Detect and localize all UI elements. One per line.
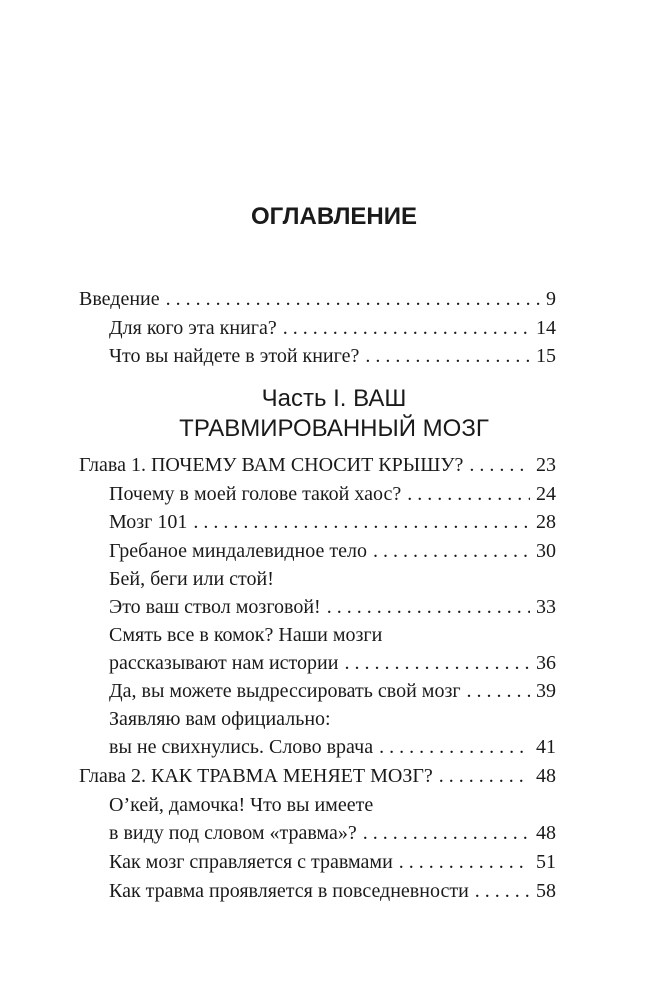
toc-page-number: 36 [536,652,556,674]
dot-leader [475,877,530,905]
toc-entry[interactable] [109,819,556,847]
dot-leader [407,480,530,508]
toc-entry-title-line1: Смять все в комок? Наши мозги [109,624,383,646]
toc-entry-chapter-2[interactable] [79,762,556,790]
dot-leader [365,342,530,370]
toc-page-number: 58 [536,880,556,902]
toc-entry-title: Что вы найдете в этой книге? [109,345,360,367]
part-title-line1: Часть I. ВАШ [261,385,407,412]
toc-entry[interactable] [109,848,556,876]
toc-entry[interactable] [109,480,556,508]
toc-entry-title: Глава 2. КАК ТРАВМА МЕНЯЕТ МОЗГ? [79,765,433,787]
toc-entry-title: Гребаное миндалевидное тело [109,540,367,562]
toc-page-number: 30 [536,540,556,562]
toc-entry-title-line1: О’кей, дамочка! Что вы имеете [109,794,374,816]
toc-entry-title: Почему в моей голове такой хаос? [109,483,402,505]
dot-leader [283,314,530,342]
dot-leader [439,762,530,790]
toc-page-number: 39 [536,680,556,702]
toc-page-number: 15 [536,345,556,367]
dot-leader [399,848,530,876]
toc-entry-title: Глава 1. ПОЧЕМУ ВАМ СНОСИТ КРЫШУ? [79,454,464,476]
toc-heading: ОГЛАВЛЕНИЕ [250,203,418,230]
toc-entry-title: Это ваш ствол мозговой! [109,596,321,618]
toc-entry-title: в виду под словом «травма»? [109,822,357,844]
toc-page-number: 51 [536,851,556,873]
part-title-line2: ТРАВМИРОВАННЫЙ МОЗГ [179,415,489,442]
toc-entry-title: вы не свихнулись. Слово врача [109,736,374,758]
toc-entry-title: Для кого эта книга? [109,317,277,339]
toc-entry[interactable] [109,677,556,705]
toc-entry-chapter-1[interactable] [79,451,556,479]
toc-entry-title-line1: Бей, беги или стой! [109,568,274,590]
toc-entry-title: Введение [79,288,160,310]
toc-entry-title: рассказывают нам истории [109,652,339,674]
toc-entry[interactable] [109,593,556,621]
toc-entry-for-whom[interactable] [109,314,556,342]
dot-leader [469,451,530,479]
toc-entry-title: Да, вы можете выдрессировать свой мозг [109,680,461,702]
dot-leader [379,733,530,761]
toc-entry-title: Как мозг справляется с травмами [109,851,393,873]
toc-entry[interactable] [109,877,556,905]
toc-page-number: 23 [536,454,556,476]
dot-leader [327,593,530,621]
toc-page-number: 24 [536,483,556,505]
toc-page-number: 14 [536,317,556,339]
toc-entry[interactable] [109,649,556,677]
dot-leader [467,677,530,705]
toc-page-number: 33 [536,596,556,618]
dot-leader [193,508,530,536]
toc-page-number: 28 [536,511,556,533]
toc-entry-title: Мозг 101 [109,511,188,533]
toc-entry[interactable] [109,537,556,565]
toc-entry-intro[interactable] [79,285,556,313]
toc-entry-title: Как травма проявляется в повседневности [109,880,469,902]
toc-page-number: 48 [536,765,556,787]
dot-leader [363,819,530,847]
dot-leader [373,537,530,565]
toc-entry-title-line1: Заявляю вам официально: [109,708,331,730]
toc-entry[interactable] [109,733,556,761]
toc-entry[interactable] [109,508,556,536]
dot-leader [166,285,540,313]
toc-page-number: 41 [536,736,556,758]
toc-entry-what-you-find[interactable] [109,342,556,370]
dot-leader [344,649,530,677]
toc-page-number: 9 [546,288,556,310]
toc-page-number: 48 [536,822,556,844]
